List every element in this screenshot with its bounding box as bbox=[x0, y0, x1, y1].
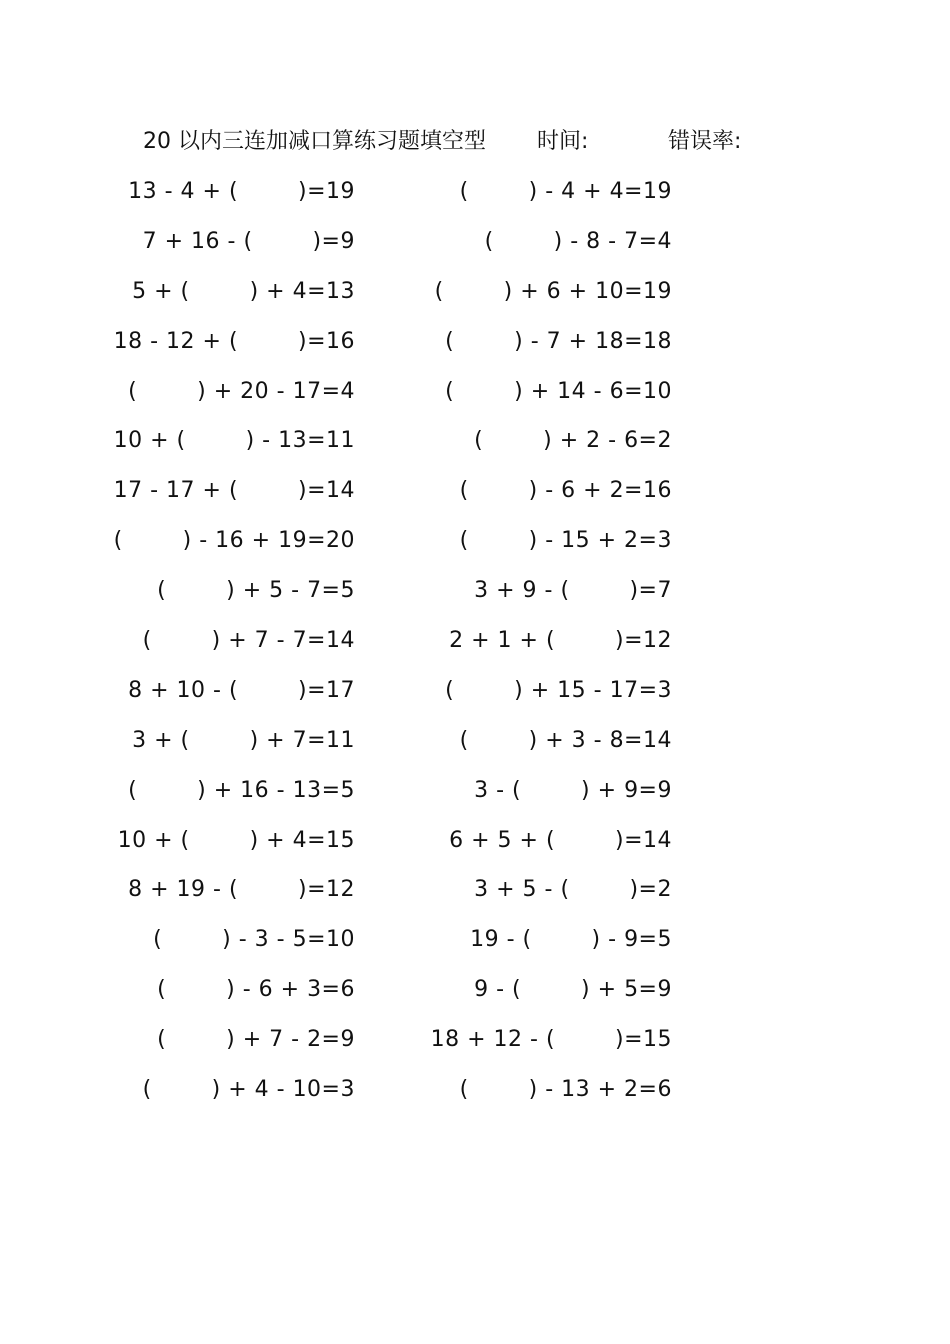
problem-right: 18 + 12 - ( )=15 bbox=[430, 1027, 672, 1053]
problem-right: ( ) + 6 + 10=19 bbox=[434, 278, 672, 304]
problem-row bbox=[0, 473, 950, 523]
time-label: 时间: bbox=[537, 129, 589, 154]
problem-row bbox=[0, 723, 950, 773]
problem-row bbox=[0, 1072, 950, 1122]
problem-row bbox=[0, 773, 950, 823]
problem-left: ( ) + 5 - 7=5 bbox=[157, 578, 355, 604]
problem-left: ( ) - 6 + 3=6 bbox=[157, 977, 355, 1003]
problem-right: 6 + 5 + ( )=14 bbox=[449, 827, 672, 853]
problem-right: 3 + 9 - ( )=7 bbox=[474, 578, 672, 604]
problem-row bbox=[0, 573, 950, 623]
problem-row bbox=[0, 523, 950, 573]
problem-left: ( ) + 4 - 10=3 bbox=[142, 1077, 355, 1103]
problem-row bbox=[0, 922, 950, 972]
problem-left: ( ) - 3 - 5=10 bbox=[153, 927, 355, 953]
problem-right: ( ) + 3 - 8=14 bbox=[459, 727, 672, 753]
problem-row bbox=[0, 623, 950, 673]
problem-left: 13 - 4 + ( )=19 bbox=[128, 179, 355, 204]
problem-right: 2 + 1 + ( )=12 bbox=[449, 628, 672, 654]
worksheet-title: 20 以内三连加减口算练习题填空型 bbox=[143, 129, 486, 154]
problem-right: ( ) - 8 - 7=4 bbox=[484, 228, 672, 254]
problem-left: ( ) + 7 - 2=9 bbox=[157, 1027, 355, 1053]
problem-left: 10 + ( ) - 13=11 bbox=[113, 428, 355, 454]
problem-left: ( ) + 16 - 13=5 bbox=[128, 777, 355, 803]
problem-left: 7 + 16 - ( )=9 bbox=[142, 228, 355, 254]
problem-right: ( ) + 15 - 17=3 bbox=[445, 677, 672, 703]
problem-left: ( ) - 16 + 19=20 bbox=[113, 528, 355, 554]
problem-left: ( ) + 20 - 17=4 bbox=[128, 378, 355, 404]
problem-right: 9 - ( ) + 5=9 bbox=[474, 977, 672, 1003]
problem-row bbox=[0, 374, 950, 424]
worksheet-header bbox=[143, 124, 783, 160]
problem-left: 8 + 10 - ( )=17 bbox=[128, 677, 355, 703]
problem-right: ( ) - 15 + 2=3 bbox=[459, 528, 672, 554]
problem-row bbox=[0, 224, 950, 274]
problem-left: 10 + ( ) + 4=15 bbox=[117, 827, 355, 853]
problem-right: ( ) - 6 + 2=16 bbox=[459, 478, 672, 504]
problem-row bbox=[0, 823, 950, 873]
problem-right: ( ) - 7 + 18=18 bbox=[445, 328, 672, 354]
problem-row bbox=[0, 174, 950, 224]
problem-row bbox=[0, 1022, 950, 1072]
problem-list bbox=[0, 174, 950, 1122]
problem-left: 8 + 19 - ( )=12 bbox=[128, 877, 355, 903]
problem-row bbox=[0, 872, 950, 922]
problem-right: ( ) - 13 + 2=6 bbox=[459, 1077, 672, 1103]
problem-row bbox=[0, 673, 950, 723]
problem-right: ( ) + 14 - 6=10 bbox=[445, 378, 672, 404]
problem-left: ( ) + 7 - 7=14 bbox=[142, 628, 355, 654]
problem-row bbox=[0, 423, 950, 473]
problem-right: ( ) + 2 - 6=2 bbox=[474, 428, 672, 454]
error-rate-label: 错误率: bbox=[668, 129, 742, 154]
problem-row bbox=[0, 274, 950, 324]
problem-left: 17 - 17 + ( )=14 bbox=[113, 478, 355, 504]
problem-left: 5 + ( ) + 4=13 bbox=[132, 278, 355, 304]
problem-row bbox=[0, 972, 950, 1022]
problem-right: 3 - ( ) + 9=9 bbox=[474, 777, 672, 803]
problem-right: 19 - ( ) - 9=5 bbox=[470, 927, 672, 953]
problem-right: 3 + 5 - ( )=2 bbox=[474, 877, 672, 903]
problem-row bbox=[0, 324, 950, 374]
problem-right: ( ) - 4 + 4=19 bbox=[459, 179, 672, 204]
problem-left: 3 + ( ) + 7=11 bbox=[132, 727, 355, 753]
problem-left: 18 - 12 + ( )=16 bbox=[113, 328, 355, 354]
